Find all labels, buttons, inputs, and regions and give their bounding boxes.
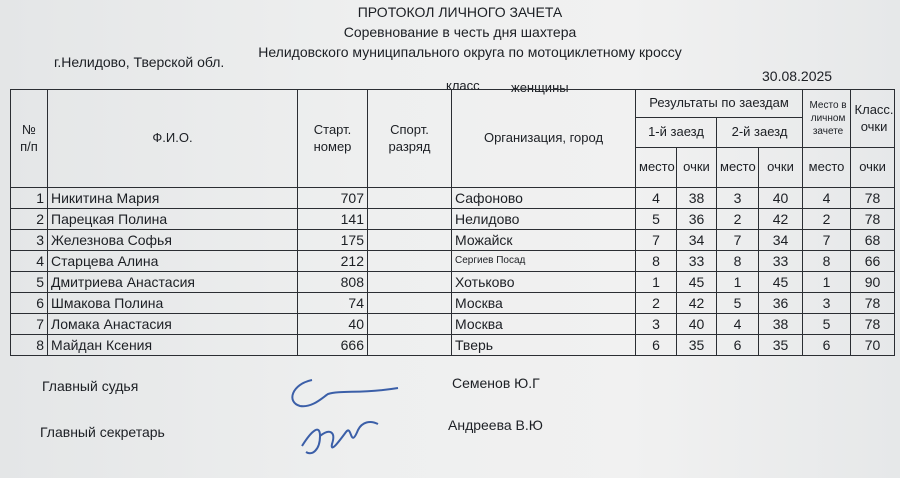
row-final-place: 2 <box>803 209 851 230</box>
row-start: 141 <box>298 209 368 230</box>
row-org: Можайск <box>452 230 636 251</box>
row-rank <box>368 293 452 314</box>
row-org: Сергиев Посад <box>452 251 636 272</box>
row-heat2-place: 3 <box>717 188 759 209</box>
class-label: класс <box>446 78 480 93</box>
row-final-place: 4 <box>803 188 851 209</box>
row-name: Шмакова Полина <box>48 293 298 314</box>
header-start: Старт. номер <box>298 90 368 188</box>
secretary-label: Главный секретарь <box>40 424 165 440</box>
row-rank <box>368 272 452 293</box>
row-rank <box>368 230 452 251</box>
row-class-points: 90 <box>851 272 895 293</box>
header-heat1-place: место <box>636 148 677 188</box>
row-start: 74 <box>298 293 368 314</box>
row-heat1-place: 4 <box>636 188 677 209</box>
row-heat1-points: 34 <box>677 230 717 251</box>
header-heat1-points: очки <box>677 148 717 188</box>
row-org: Тверь <box>452 335 636 356</box>
table-row <box>11 314 895 335</box>
row-heat2-points: 33 <box>759 251 803 272</box>
row-org: Хотьково <box>452 272 636 293</box>
row-heat1-points: 33 <box>677 251 717 272</box>
row-heat2-points: 45 <box>759 272 803 293</box>
table-row <box>11 230 895 251</box>
row-name: Никитина Мария <box>48 188 298 209</box>
row-num: 3 <box>11 230 48 251</box>
row-heat2-points: 34 <box>759 230 803 251</box>
header-class-points-sub: очки <box>851 148 895 188</box>
row-class-points: 78 <box>851 188 895 209</box>
table-row <box>11 272 895 293</box>
row-org: Москва <box>452 314 636 335</box>
row-num: 1 <box>11 188 48 209</box>
row-class-points: 70 <box>851 335 895 356</box>
row-rank <box>368 188 452 209</box>
row-heat1-place: 7 <box>636 230 677 251</box>
table-row <box>11 335 895 356</box>
table-row <box>11 209 895 230</box>
row-start: 40 <box>298 314 368 335</box>
header-final-place: Место в личном зачете <box>803 90 851 148</box>
row-heat2-points: 36 <box>759 293 803 314</box>
secretary-signature <box>290 410 390 470</box>
row-org: Москва <box>452 293 636 314</box>
row-rank <box>368 314 452 335</box>
judge-label: Главный судья <box>42 378 139 394</box>
header-class-points: Класс. очки <box>851 90 895 148</box>
row-num: 8 <box>11 335 48 356</box>
doc-subtitle-2: Нелидовского муниципального округа по мотоциклетному кроссу <box>258 44 682 60</box>
doc-date: 30.08.2025 <box>762 68 833 84</box>
header-heat-1: 1-й заезд <box>636 118 717 148</box>
row-rank <box>368 335 452 356</box>
row-class-points: 78 <box>851 293 895 314</box>
row-heat1-points: 36 <box>677 209 717 230</box>
row-name: Дмитриева Анастасия <box>48 272 298 293</box>
row-name: Майдан Ксения <box>48 335 298 356</box>
row-start: 808 <box>298 272 368 293</box>
header-org: Организация, город <box>452 90 636 188</box>
row-heat2-place: 7 <box>717 230 759 251</box>
row-org: Сафоново <box>452 188 636 209</box>
row-heat2-points: 35 <box>759 335 803 356</box>
table-row <box>11 188 895 209</box>
row-heat1-points: 35 <box>677 335 717 356</box>
row-heat1-place: 1 <box>636 272 677 293</box>
row-class-points: 78 <box>851 209 895 230</box>
row-heat1-place: 8 <box>636 251 677 272</box>
row-rank <box>368 209 452 230</box>
row-heat2-place: 2 <box>717 209 759 230</box>
row-start: 666 <box>298 335 368 356</box>
row-num: 2 <box>11 209 48 230</box>
row-heat2-place: 1 <box>717 272 759 293</box>
row-heat1-place: 5 <box>636 209 677 230</box>
row-heat2-place: 6 <box>717 335 759 356</box>
row-num: 5 <box>11 272 48 293</box>
row-class-points: 78 <box>851 314 895 335</box>
row-num: 7 <box>11 314 48 335</box>
header-final-place-sub: место <box>803 148 851 188</box>
row-class-points: 68 <box>851 230 895 251</box>
row-heat1-points: 40 <box>677 314 717 335</box>
row-rank <box>368 251 452 272</box>
row-heat2-place: 5 <box>717 293 759 314</box>
row-heat1-points: 45 <box>677 272 717 293</box>
row-heat2-points: 42 <box>759 209 803 230</box>
row-name: Парецкая Полина <box>48 209 298 230</box>
row-start: 175 <box>298 230 368 251</box>
table-row <box>11 293 895 314</box>
row-start: 707 <box>298 188 368 209</box>
row-org: Нелидово <box>452 209 636 230</box>
results-table <box>10 89 895 356</box>
header-num: № п/п <box>11 90 48 188</box>
class-value: женщины <box>511 80 569 95</box>
row-heat1-place: 3 <box>636 314 677 335</box>
row-heat2-points: 38 <box>759 314 803 335</box>
header-results: Результаты по заездам <box>636 90 803 118</box>
row-heat2-place: 8 <box>717 251 759 272</box>
row-final-place: 1 <box>803 272 851 293</box>
row-num: 6 <box>11 293 48 314</box>
judge-name: Семенов Ю.Г <box>452 375 540 391</box>
secretary-name: Андреева В.Ю <box>448 417 543 433</box>
row-final-place: 5 <box>803 314 851 335</box>
doc-place: г.Нелидово, Тверской обл. <box>54 54 225 70</box>
row-name: Ломака Анастасия <box>48 314 298 335</box>
judge-signature <box>282 372 402 412</box>
row-final-place: 7 <box>803 230 851 251</box>
row-heat1-place: 2 <box>636 293 677 314</box>
row-num: 4 <box>11 251 48 272</box>
row-heat1-points: 38 <box>677 188 717 209</box>
doc-subtitle-1: Соревнование в честь дня шахтера <box>343 24 577 40</box>
row-heat1-place: 6 <box>636 335 677 356</box>
row-heat1-points: 42 <box>677 293 717 314</box>
header-heat2-place: место <box>717 148 759 188</box>
header-rank: Спорт. разряд <box>368 90 452 188</box>
row-name: Старцева Алина <box>48 251 298 272</box>
row-start: 212 <box>298 251 368 272</box>
table-row <box>11 251 895 272</box>
header-heat2-points: очки <box>759 148 803 188</box>
doc-title: ПРОТОКОЛ ЛИЧНОГО ЗАЧЕТА <box>357 4 563 20</box>
row-final-place: 3 <box>803 293 851 314</box>
header-heat-2: 2-й заезд <box>717 118 803 148</box>
row-final-place: 8 <box>803 251 851 272</box>
row-name: Железнова Софья <box>48 230 298 251</box>
header-name: Ф.И.О. <box>48 90 298 188</box>
row-final-place: 6 <box>803 335 851 356</box>
row-heat2-place: 4 <box>717 314 759 335</box>
row-heat2-points: 40 <box>759 188 803 209</box>
row-class-points: 66 <box>851 251 895 272</box>
